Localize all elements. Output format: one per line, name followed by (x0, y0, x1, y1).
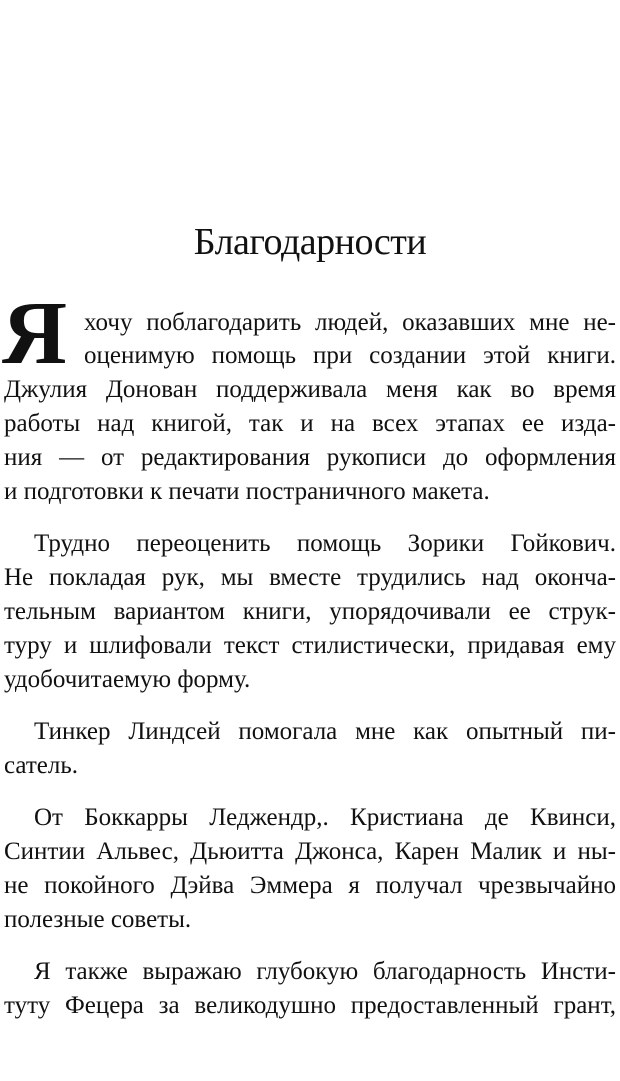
page-title: Благодарности (193, 221, 427, 263)
text-line-7: Трудно переоценить помощь Зорики Гойкович. (34, 530, 616, 557)
text-line-14: От Боккарры Леджендр,. Кристиана де Квинси, (34, 804, 616, 831)
text-line-5: ния — от редактирования рукописи до оформления (4, 444, 616, 471)
text-line-17: полезные советы. (4, 906, 192, 933)
text-line-15: Синтии Альвес, Дьюитта Джонса, Карен Малик и ны- (4, 838, 616, 865)
text-line-16: не покойного Дэйва Эммера я получал чрезвычайно (4, 872, 616, 899)
text-line-13: сатель. (4, 752, 78, 779)
text-line-19: туту Фецера за великодушно предоставленный грант, (4, 992, 616, 1019)
text-line-6: и подготовки к печати постраничного макета. (4, 478, 490, 505)
text-line-1: хочу поблагодарить людей, оказавших мне не- (84, 309, 616, 336)
text-line-8: Не покладая рук, мы вместе трудились над оконча- (4, 564, 616, 591)
text-line-10: туру и шлифовали текст стилистически, придавая ему (4, 632, 616, 659)
text-line-11: удобочитаемую форму. (4, 666, 251, 693)
text-line-2: оценимую помощь при создании этой книги. (84, 342, 616, 369)
text-line-12: Тинкер Линдсей помогала мне как опытный пи- (34, 718, 616, 745)
text-line-18: Я также выражаю глубокую благодарность Инсти- (34, 958, 616, 985)
text-line-3: Джулия Донован поддерживала меня как во время (4, 376, 616, 403)
drop-cap: Я (2, 284, 65, 383)
text-line-4: работы над книгой, так и на всех этапах ее изда- (4, 410, 616, 437)
text-line-9: тельным вариантом книги, упорядочивали ее струк- (4, 598, 616, 625)
